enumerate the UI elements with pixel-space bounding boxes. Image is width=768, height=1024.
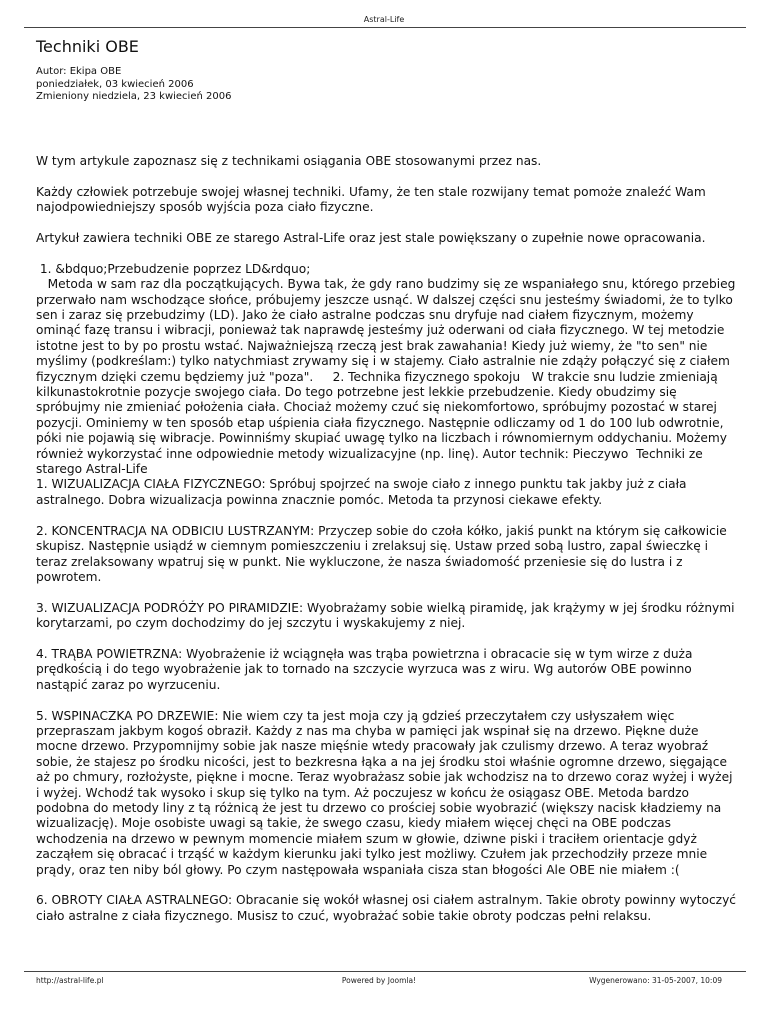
article-title: Techniki OBE (36, 37, 139, 56)
spacer (36, 632, 736, 647)
section-heading: 1. &bdquo;Przebudzenie poprzez LD&rdquo; (36, 261, 311, 276)
intro-paragraph: W tym artykule zapoznasz się z technikami osiągania OBE stosowanymi przez nas. (36, 154, 542, 168)
intro-paragraph: Każdy człowiek potrzebuje swojej własnej techniki. Ufamy, że ten stale rozwijany temat pomoże znaleźć Wam najodpowiedniejszy sposób wyjścia poza ciało fizyczne. (36, 184, 706, 215)
section-body: Metoda w sam raz dla początkujących. Bywa tak, że gdy rano budzimy się ze wspaniałego snu, którego przebieg przerwało nam wschodzące słońce, próbujemy jeszcze usnąć. W dalszej części snu jesteśmy świadomi, że to tylko sen i zaraz się przebudzimy (LD). Jako że ciało astralne podczas snu dryfuje nad ciałem fizycznym, możemy ominąć fazę transu i wibracji, ponieważ tak naprawdę jesteśmy już oderwani od ciała fizycznego. W tej metodzie istotne jest to by po prostu wstać. Najważniejszą rzeczą jest brak zawahania! Kiedy już wiemy, że "to sen" nie myślimy (podkreślam:) tylko natychmiast zrywamy się i w stajemy. Ciało astralnie nie zdąży połączyć się z ciałem fizycznym dzięki czemu będziemy już "poza". 2. Technika fizycznego spokoju W trakcie snu ludzie zmieniają kilkunastokrotnie pozycje swojego ciała. Do tego potrzebne jest lekkie przebudzenie. Kiedy obudzimy się spróbujmy nie zmieniać położenia ciała. Chociaż możemy czuć się niekomfortowo, spróbujmy pozostać w starej pozycji. Ominiemy w ten sposób etap uśpienia ciała fizycznego. Następnie odliczamy od 1 do 100 lub odwrotnie, póki nie pojawią się wibracje. Powinniśmy skupiać uwagę tylko na liczbach i równomiernym oddychaniu. Możemy również wykorzystać inne odpowiednie metody wizualizacyjne (np. linę). Autor technik: Pieczywo Techniki ze starego Astral-Life (36, 277, 740, 477)
article-meta (36, 66, 231, 104)
article-author: Autor: Ekipa OBE (36, 66, 122, 77)
techniques-section (36, 261, 740, 924)
header-divider (24, 27, 746, 28)
article-modified-date: Zmieniony niedziela, 23 kwiecień 2006 (36, 91, 232, 102)
technique-item: 4. TRĄBA POWIETRZNA: Wyobrażenie iż wciągnęła was trąba powietrzna i obracacie się w tym wirze z duża prędkością i do tego wyobrażenie jak to tornado na szczycie wyrzuca was z wiru. Wg autorów OBE powinno nastąpić zaraz po wyrzuceniu. (36, 646, 693, 692)
site-header: Astral-Life (363, 15, 405, 24)
article-content (36, 154, 740, 924)
footer-powered-by: Powered by Joomla! (341, 976, 417, 985)
footer-divider (24, 971, 746, 972)
footer-generated-date: Wygenerowano: 31-05-2007, 10:09 (589, 976, 722, 985)
article-created-date: poniedziałek, 03 kwiecień 2006 (36, 78, 194, 90)
technique-item: 5. WSPINACZKA PO DRZEWIE: Nie wiem czy ta jest moja czy ją gdzieś przeczytałem czy usłyszałem więc przepraszam jakbym kogoś obraził. Każdy z nas ma chyba w pamięci jak wspinał się na drzewo. Piękne duże mocne drzewo. Przypomnijmy sobie jak nasze mięśnie wtedy pracowały jak czulismy drzewo. A teraz wyobraź sobie, że stajesz po środku nicości, jest to bezkresna łąka a na jej środku stoi właśnie ogromne drzewo, sięgające aż po chmury, rozłożyste, piękne i mocne. Teraz wyobrażasz sobie jak wchodzisz na to drzewo coraz wyżej i wyżej i wyżej. Wchodź tak wysoko i skup się tylko na tym. Aż poczujesz w końcu że osiągasz OBE. Metoda bardzo podobna do metody liny z tą różnicą że jest tu drzewo co prościej sobie wyobrazić (większy nacisk kładziemy na wizualizację). Moje osobiste uwagi są takie, że swego czasu, kiedy miałem więcej chęci na OBE podczas wchodzenia na drzewo w pewnym momencie miałem szum w głowie, dziwne piski i traciłem orientacje gdyż zacząłem się obracać i trząść w każdym kierunku jaki tylko jest możliwy. Czułem jak przechodziły przeze mnie prądy, oraz ten niby ból głowy. Po czym następowała wspaniała cisza stan błogości Ale OBE nie miałem :( (36, 708, 733, 877)
spacer (36, 585, 736, 600)
technique-item: 1. WIZUALIZACJA CIAŁA FIZYCZNEGO: Spróbuj spojrzeć na swoje ciało z innego punktu tak jakby już z ciała astralnego. Dobra wizualizacja powinna znacznie pomóc. Metoda ta przynosi ciekawe efekty. (36, 477, 687, 507)
spacer (36, 508, 736, 523)
intro-paragraph: Artykuł zawiera techniki OBE ze starego Astral-Life oraz jest stale powiększany o zupełnie nowe opracowania. (36, 231, 706, 245)
footer-url-link[interactable]: http://astral-life.pl (36, 976, 104, 985)
spacer (36, 878, 736, 893)
spacer (36, 693, 736, 708)
technique-item: 2. KONCENTRACJA NA ODBICIU LUSTRZANYM: Przyczep sobie do czoła kółko, jakiś punkt na którym się całkowicie skupisz. Następnie usiądź w ciemnym pomieszczeniu i zrelaksuj się. Ustaw przed sobą lustro, zapal świeczkę i teraz zrelaksowany wpatruj się w punkt. Nie wykluczone, że nasza świadomość przeniesie się do lustra i z powrotem. (36, 523, 727, 584)
technique-item: 3. WIZUALIZACJA PODRÓŻY PO PIRAMIDZIE: Wyobrażamy sobie wielką piramidę, jak krążymy w jej środku różnymi korytarzami, po czym dochodzimy do jej szczytu i wyskakujemy z niej. (36, 600, 735, 631)
technique-item: 6. OBROTY CIAŁA ASTRALNEGO: Obracanie się wokół własnej osi ciałem astralnym. Takie obroty powinny wytoczyć ciało astralne z ciała fizycznego. Musisz to czuć, wyobrażać sobie takie obroty podczas pełni relaksu. (36, 893, 736, 923)
